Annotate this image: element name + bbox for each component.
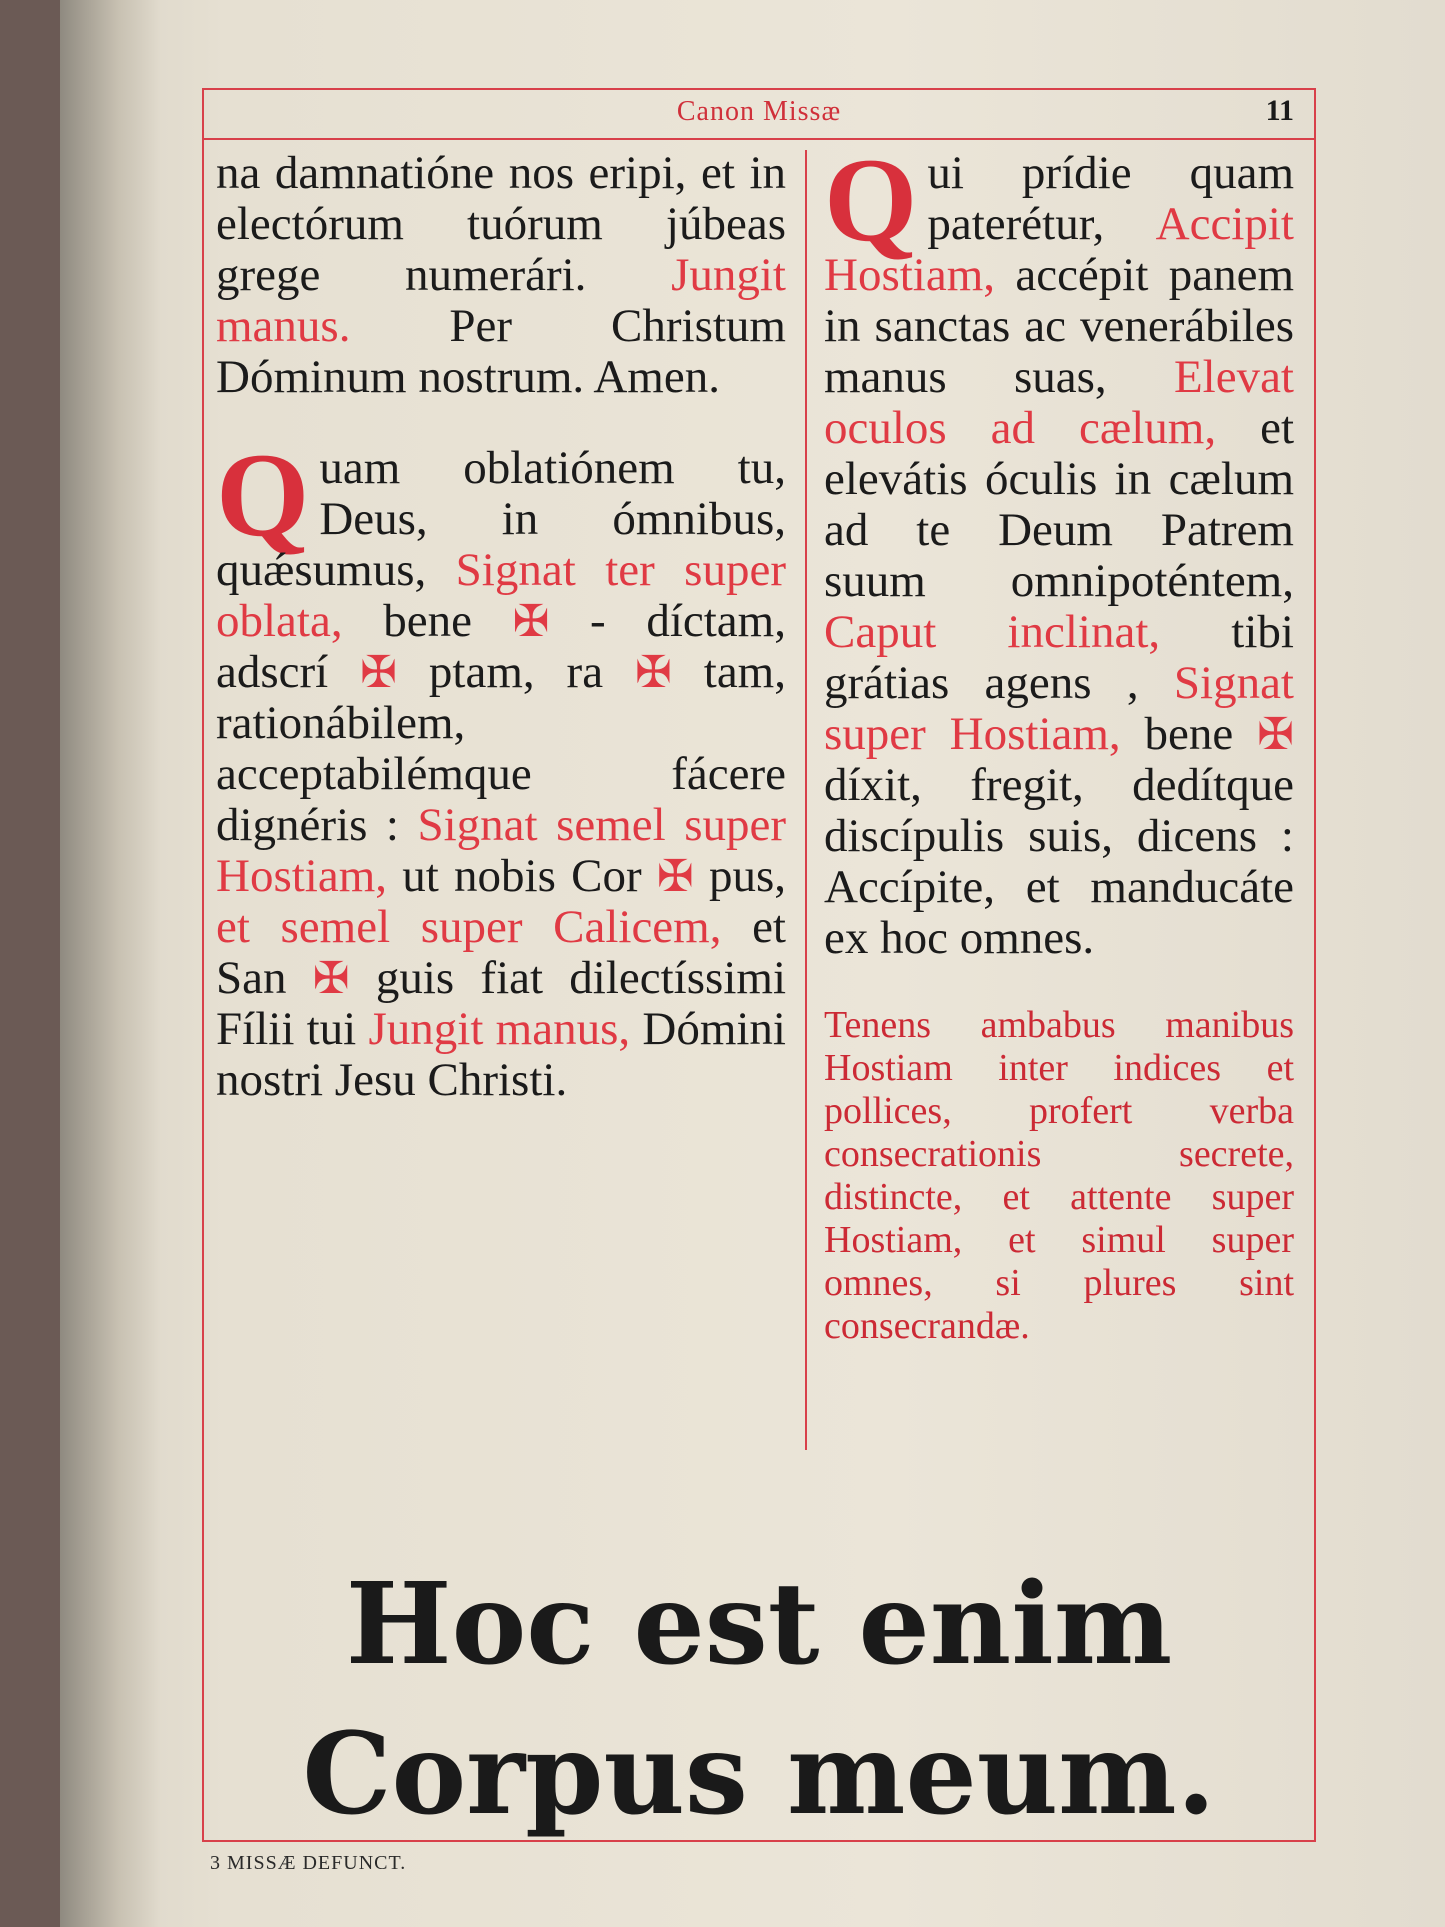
rubric-inline: Jungit manus,: [368, 1003, 631, 1055]
text: et elevátis óculis in cælum ad te Deum Patrem suum omnipoténtem,: [824, 402, 1295, 607]
text: ptam, ra: [397, 646, 635, 698]
drop-cap: Q: [824, 133, 918, 266]
paragraph-3: [824, 133, 1295, 964]
cross-icon: ✠: [312, 954, 350, 1003]
text: tibi grátias agens ,: [824, 606, 1294, 709]
text-frame: [202, 88, 1316, 1842]
text: na damnatióne nos eripi, et in electórum tuórum júbeas grege numerári.: [216, 147, 786, 301]
text: et San: [216, 901, 786, 1004]
text: díxit, fregit, dedítque discípulis suis, dicens : Accípite, et manducáte ex hoc omnes.: [824, 759, 1294, 964]
cross-icon: ✠: [512, 597, 550, 646]
rubric-inline: Jungit manus.: [216, 249, 786, 352]
rubric-instruction: Tenens ambabus manibus Hostiam inter indices et pollices, profert verba consecrationis secrete, distincte, et attente super Hostiam, et simul super omnes, si plures sint consecrandæ.: [824, 1004, 1294, 1347]
consecration-line-2: Corpus meum.: [302, 1709, 1216, 1840]
rubric-inline: Elevat oculos ad cælum,: [824, 351, 1294, 454]
page-header: [204, 90, 1314, 140]
book-page: [60, 0, 1445, 1927]
signature-mark: 3 MISSÆ DEFUNCT.: [210, 1852, 407, 1874]
cross-icon: ✠: [656, 852, 694, 901]
right-column: [824, 133, 1295, 1348]
page-number: 11: [1265, 94, 1294, 127]
rubric-inline: Accipit Hostiam,: [824, 198, 1294, 301]
text: Dómini nostri Jesu Christi.: [216, 1003, 786, 1106]
text: guis fiat dilectíssimi Fílii tui: [216, 952, 786, 1055]
book-gutter: [60, 0, 160, 1927]
running-title: Canon Missæ: [676, 96, 842, 127]
rubric-inline: Signat semel super Hostiam,: [216, 799, 786, 902]
rubric-inline: Signat super Hostiam,: [824, 657, 1294, 760]
rubric-inline: Signat ter super oblata,: [216, 544, 786, 647]
consecration-line-1: Hoc est enim: [345, 1559, 1173, 1690]
text: Per Christum Dóminum nostrum. Amen.: [216, 300, 786, 403]
left-column: [216, 148, 786, 1146]
consecration-words: [204, 1550, 1314, 1850]
paragraph-2: [216, 428, 786, 1106]
text: ui prídie quam paterétur,: [927, 147, 1294, 250]
cross-icon: ✠: [634, 648, 672, 697]
text: tam, rationábilem, acceptabilémque fácere dignéris :: [216, 646, 786, 851]
text: ut nobis Cor: [387, 850, 657, 902]
cross-icon: ✠: [360, 648, 398, 697]
text: accépit panem in sanctas ac venerábiles manus suas,: [824, 249, 1294, 403]
rubric-inline: et semel super Calicem,: [216, 901, 722, 953]
text: uam oblatiónem tu, Deus, in ómnibus, quǽsumus,: [216, 442, 786, 596]
text: - díctam, adscrí: [216, 595, 786, 698]
rubric-inline: Caput inclinat,: [824, 606, 1161, 658]
text: bene: [342, 595, 513, 647]
column-divider: [805, 150, 807, 1450]
drop-cap: Q: [216, 428, 310, 561]
text: pus,: [693, 850, 786, 902]
paragraph-1: [216, 148, 786, 403]
cross-icon: ✠: [1257, 710, 1294, 759]
text: bene: [1120, 708, 1258, 760]
